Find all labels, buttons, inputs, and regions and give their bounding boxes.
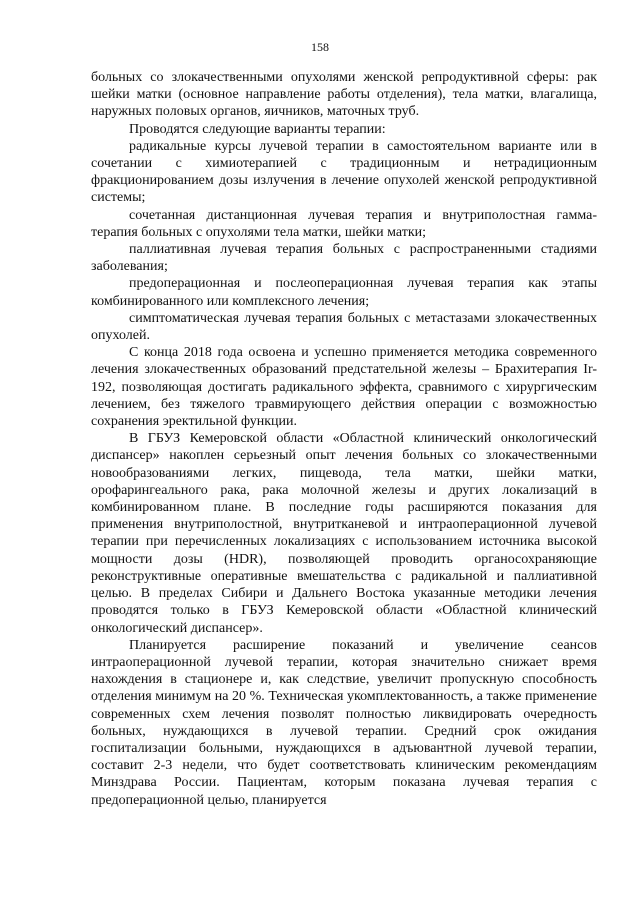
paragraph-brachytherapy: С конца 2018 года освоена и успешно применяется методика современного лечения злокачественных образований предстательной железы – Брахитерапия Ir-192, позволяющая достигать радикального эффекта, сравнимого с хирургическим лечением, без тяжелого травмирующего действия операции с возможностью сохранения эректильной функции. <box>91 345 597 430</box>
page-number: 158 <box>311 40 329 54</box>
paragraph-therapy-item: предоперационная и послеоперационная лучевая терапия как этапы комбинированного или комплексного лечения; <box>91 276 597 309</box>
paragraph-therapy-item: сочетанная дистанционная лучевая терапия и внутриполостная гамма-терапия больных с опухолями тела матки, шейки матки; <box>91 207 597 240</box>
paragraph-therapy-item: паллиативная лучевая терапия больных с распространенными стадиями заболевания; <box>91 242 597 275</box>
paragraph-therapy-intro: Проводятся следующие варианты терапии: <box>129 121 386 137</box>
paragraph-plans: Планируется расширение показаний и увеличение сеансов интраоперационной лучевой терапии, которая значительно снижает время нахождения в стационере и, как следствие, увеличит пропускную способность отделения минимум на 20 %. Техническая укомплектованность, а также применение современных схем лечения позволят полностью ликвидировать очередность больных, нуждающихся в лучевой терапии. Средний срок ожидания госпитализации больными, нуждающихся в адъювантной лучевой терапии, составит 2-3 недели, что будет соответствовать клиническим рекомендациям Минздрава России. Пациентам, которым показана лучевая терапия с предоперационной целью, планируется <box>91 637 597 808</box>
paragraph-continuation: больных со злокачественными опухолями женской репродуктивной сферы: рак шейки матки (основное направление работы отделения), тела матки, влагалища, наружных половых органов, яичников, маточных труб. <box>91 70 597 120</box>
body-text <box>91 69 597 809</box>
paragraph-therapy-item: радикальные курсы лучевой терапии в самостоятельном варианте или в сочетании с химиотерапией с традиционным и нетрадиционным фракционированием дозы излучения в лечение опухолей женской репродуктивной системы; <box>91 138 597 206</box>
paragraph-therapy-item: симптоматическая лучевая терапия больных с метастазами злокачественных опухолей. <box>91 310 597 344</box>
paragraph-dispensary-experience: В ГБУЗ Кемеровской области «Областной клинический онкологический диспансер» накоплен серьезный опыт лечения больных со злокачественными новообразованиями легких, пищевода, тела матки, шейки матки, орофарингеального рака, рака молочной железы и других локализаций в комбинированном плане. В последние годы расширяются показания для применения внутриполостной, внутритканевой и интраоперационной лучевой терапии при перечисленных локализациях с использованием источника высокой мощности дозы (HDR), позволяющей проводить органосохраняющие реконструктивные оперативные вмешательства с радикальной и паллиативной целью. В пределах Сибири и Дальнего Востока указанные методики лечения проводятся только в ГБУЗ Кемеровской области «Областной клинический онкологический диспансер». <box>91 431 597 636</box>
